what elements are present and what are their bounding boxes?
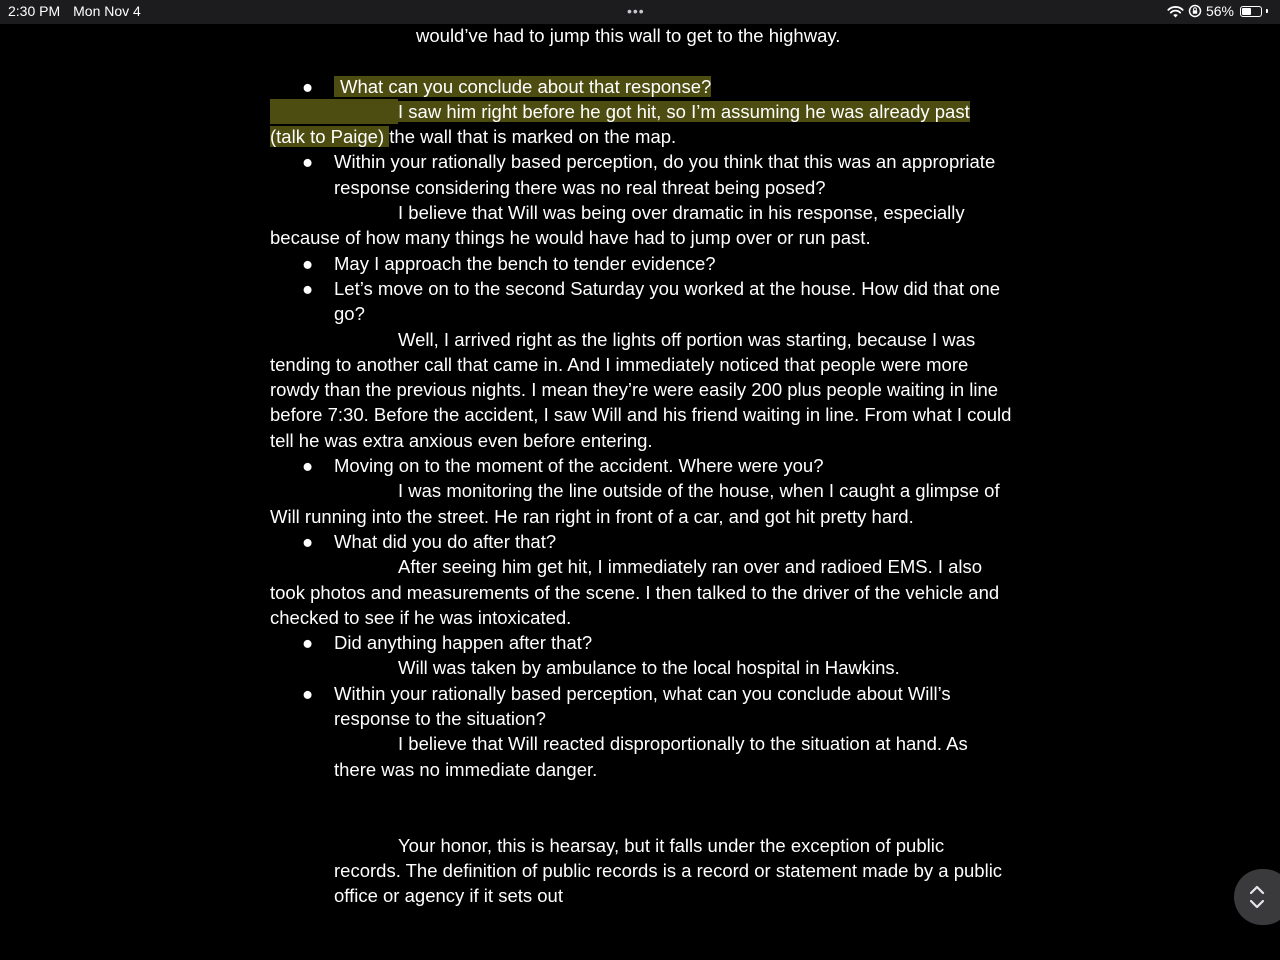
battery-icon bbox=[1240, 6, 1262, 17]
orientation-lock-icon bbox=[1188, 4, 1202, 18]
blank-line bbox=[270, 807, 1015, 832]
answer-rest: the wall that is marked on the map. bbox=[389, 126, 677, 148]
battery-tip bbox=[1266, 9, 1268, 13]
question-item bbox=[270, 276, 1015, 327]
question-text: What did you do after that? bbox=[334, 530, 557, 552]
question-text-highlighted: What can you conclude about that response? bbox=[334, 76, 711, 97]
question-text: Moving on to the moment of the accident. Where were you? bbox=[334, 455, 824, 477]
multitasking-dots-icon[interactable]: ••• bbox=[627, 3, 645, 19]
question-text: Let’s move on to the second Saturday you worked at the house. How did that one go? bbox=[334, 277, 1001, 325]
bullet-icon: ● bbox=[302, 277, 314, 299]
question-item bbox=[270, 149, 1015, 200]
highlight-indent bbox=[270, 99, 398, 124]
bullet-icon: ● bbox=[302, 252, 314, 274]
question-item bbox=[270, 453, 1015, 478]
status-time: 2:30 PM bbox=[8, 3, 61, 19]
status-right bbox=[1167, 3, 1268, 19]
blank-line bbox=[270, 48, 1015, 73]
status-bar bbox=[0, 0, 1280, 24]
question-text: Did anything happen after that? bbox=[334, 632, 593, 654]
scroll-up-down-icon bbox=[1249, 880, 1265, 914]
answer-paragraph: Will was taken by ambulance to the local hospital in Hawkins. bbox=[398, 657, 900, 679]
answer-paragraph bbox=[270, 99, 1015, 150]
scroll-up-down-button[interactable] bbox=[1234, 869, 1280, 925]
document-body bbox=[270, 23, 1015, 908]
bullet-icon: ● bbox=[302, 632, 314, 654]
paragraph-top-line: would’ve had to jump this wall to get to the highway. bbox=[416, 25, 841, 46]
question-item bbox=[270, 681, 1015, 732]
question-item bbox=[270, 74, 1015, 99]
blank-line bbox=[270, 782, 1015, 807]
answer-paragraph: Well, I arrived right as the lights off portion was starting, because I was tending to another call that came in. And I immediately noticed that people were more rowdy than the previous nights. I mean they’re were easily 200 plus people waiting in line before 7:30. Before the accident, I saw Will and his friend waiting in line. From what I could tell he was extra anxious even before entering. bbox=[270, 328, 1012, 451]
question-text: May I approach the bench to tender evidence? bbox=[334, 252, 716, 274]
question-text: Within your rationally based perception, do you think that this was an appropriate response considering there was no real threat being posed? bbox=[334, 151, 996, 198]
bullet-icon: ● bbox=[302, 75, 314, 97]
status-date: Mon Nov 4 bbox=[73, 3, 141, 19]
question-item bbox=[270, 251, 1015, 276]
bullet-icon: ● bbox=[302, 455, 314, 477]
answer-paragraph: I believe that Will reacted disproportionally to the situation at hand. As there was no immediate danger. bbox=[334, 733, 968, 780]
answer-paragraph: I believe that Will was being over dramatic in his response, especially because of how many things he would have had to jump over or run past. bbox=[270, 202, 965, 249]
wifi-icon bbox=[1167, 5, 1184, 18]
bullet-icon: ● bbox=[302, 530, 314, 552]
answer-paragraph: I was monitoring the line outside of the house, when I caught a glimpse of Will running into the street. He ran right in front of a car, and got hit pretty hard. bbox=[270, 480, 1000, 527]
answer-highlight-line: I saw him right before he got hit, so I’m assuming he was already past bbox=[398, 100, 970, 122]
answer-paragraph: After seeing him get hit, I immediately ran over and radioed EMS. I also took photos and measurements of the scene. I then talked to the driver of the vehicle and checked to see if he was intoxicated. bbox=[270, 556, 1000, 628]
closing-paragraph: Your honor, this is hearsay, but it falls under the exception of public records. The definition of public records is a record or statement made by a public office or agency if it sets out bbox=[334, 834, 1003, 907]
answer-highlight-note: (talk to Paige) bbox=[270, 126, 390, 148]
battery-fill bbox=[1242, 8, 1251, 15]
bullet-icon: ● bbox=[302, 682, 314, 704]
battery-percent: 56% bbox=[1205, 3, 1234, 19]
question-text: Within your rationally based perception, what can you conclude about Will’s response to the situation? bbox=[334, 682, 951, 730]
bullet-icon: ● bbox=[302, 151, 314, 173]
question-item bbox=[270, 529, 1015, 554]
question-item bbox=[270, 630, 1015, 655]
status-left bbox=[8, 3, 141, 19]
